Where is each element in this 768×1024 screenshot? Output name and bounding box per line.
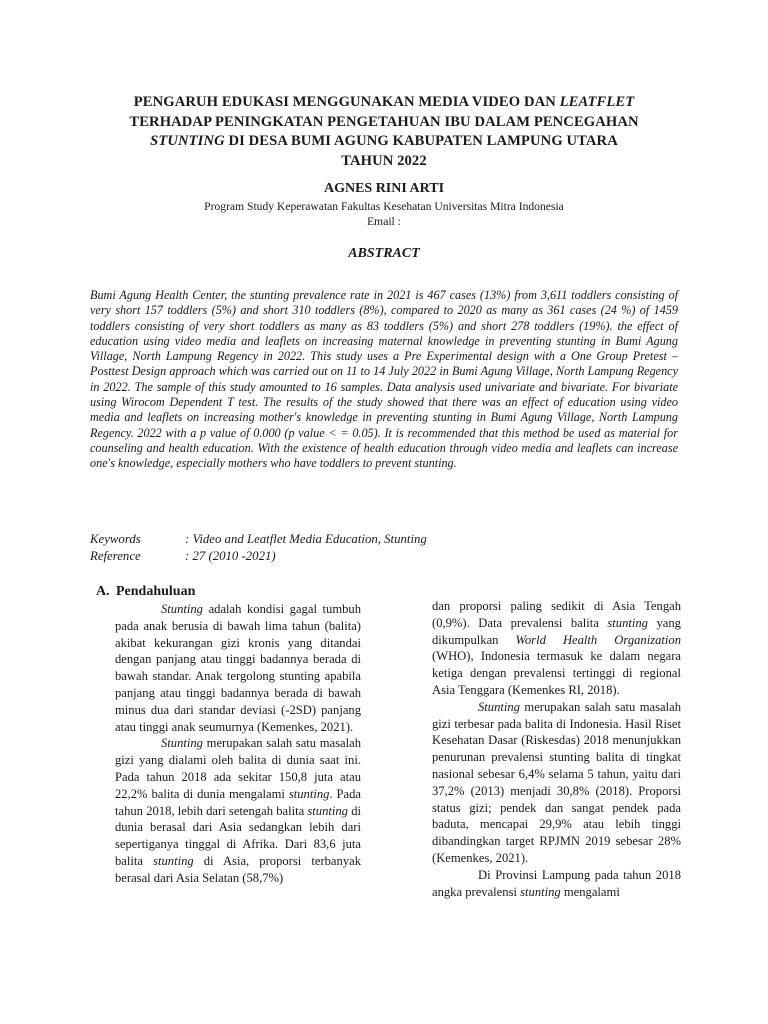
left-column [115, 601, 361, 887]
right-column [432, 598, 681, 900]
title-line-3: STUNTING DI DESA BUMI AGUNG KABUPATEN LAMPUNG UTARA [150, 133, 618, 149]
email-label: Email : [367, 215, 401, 228]
affiliation-block [100, 199, 668, 229]
abstract-heading: ABSTRACT [348, 246, 420, 261]
keywords-row [90, 531, 678, 548]
reference-row [90, 548, 678, 565]
left-paragraph-2: Stunting merupakan salah satu masalah gizi yang dialami oleh balita di dunia saat ini. Pada tahun 2018 ada sekitar 150,8 juta atau 22,2% balita di dunia mengalami stunting. Pada tahun 2018, lebih dari setengah balita stunting di dunia berasal dari Asia sedangkan lebih dari sepertiganya tinggal di Afrika. Dari 83,6 juta balita stunting di Asia, proporsi terbanyak berasal dari Asia Selatan (58,7%) [115, 736, 361, 885]
reference-label: Reference [90, 548, 141, 563]
title-line-4: TAHUN 2022 [341, 152, 427, 169]
title-line-1: PENGARUH EDUKASI MENGGUNAKAN MEDIA VIDEO DAN LEATFLET [133, 94, 635, 110]
keywords-block [90, 531, 678, 564]
left-paragraph-1: Stunting adalah kondisi gagal tumbuh pada anak berusia di bawah lima tahun (balita) akibat kekurangan gizi kronis yang ditandai dengan panjang atau tinggi badannya berada di bawah standar. Anak tergolong stunting apabila panjang atau tinggi badannya berada di bawah minus dua dari standar deviasi (-2SD) panjang atau tinggi anak seumurnya (Kemenkes, 2021). [115, 602, 361, 734]
section-heading [96, 583, 195, 601]
keywords-value: : Video and Leatflet Media Education, Stunting [185, 532, 427, 546]
right-paragraph-2: Stunting merupakan salah satu masalah gizi terbesar pada balita di Indonesia. Hasil Riset Kesehatan Dasar (Riskesdas) 2018 menunjukkan penurunan prevalensi stunting balita di tingkat nasional sebesar 6,4% selama 5 tahun, yaitu dari 37,2% (2013) menjadi 30,8% (2018). Proporsi status gizi; pendek dan sangat pendek pada baduta, mencapai 29,9% atau lebih tinggi dibandingkan target RPJMN 2019 sebesar 28% (Kemenkes, 2021). [432, 699, 681, 865]
section-number: A. [96, 584, 110, 599]
right-paragraph-1: dan proporsi paling sedikit di Asia Tengah (0,9%). Data prevalensi balita stunting yang dikumpulkan World Health Organization (WHO), Indonesia termasuk ke dalam negara ketiga dengan prevalensi tertinggi di regional Asia Tenggara (Kemenkes RI, 2018). [432, 599, 681, 697]
title-line-2: TERHADAP PENINGKATAN PENGETAHUAN IBU DALAM PENCEGAHAN [129, 113, 639, 130]
paper-title [100, 93, 668, 171]
right-paragraph-3: Di Provinsi Lampung pada tahun 2018 angka prevalensi stunting mengalami [432, 867, 681, 899]
abstract-text: Bumi Agung Health Center, the stunting prevalence rate in 2021 is 467 cases (13%) from 3,611 toddlers consisting of very short 157 toddlers (5%) and short 310 toddlers (8%), compared to 2020 as many as 361 cases (24 %) of 1459 toddlers consisting of very short toddlers as many as 83 toddlers (5%) and short 278 toddlers (19%). the effect of education using video media and leaflets on increasing maternal knowledge in preventing stunting in Bumi Agung Village, North Lampung Regency in 2022. This study uses a Pre Experimental design with a One Group Pretest – Posttest Design approach which was carried out on 11 to 14 July 2022 in Bumi Agung Village, North Lampung Regency in 2022. The sample of this study amounted to 16 samples. Data analysis used univariate and bivariate. For bivariate using Wirocom Dependent T test. The results of the study showed that there was an effect of education using video media and leaflets on increasing mother's knowledge in preventing stunting in Bumi Agung Village, North Lampung Regency. 2022 with a p value of 0.000 (p value < = 0.05). It is recommended that this method be used as material for counseling and health education. With the existence of health education through video media and leaflets can increase one's knowledge, especially mothers who have toddlers to prevent stunting. [90, 288, 678, 471]
author-name: AGNES RINI ARTI [323, 181, 445, 196]
affiliation: Program Study Keperawatan Fakultas Kesehatan Universitas Mitra Indonesia [204, 200, 564, 213]
reference-value: : 27 (2010 -2021) [185, 548, 276, 563]
section-title: Pendahuluan [116, 584, 196, 599]
keywords-label: Keywords [90, 532, 141, 546]
